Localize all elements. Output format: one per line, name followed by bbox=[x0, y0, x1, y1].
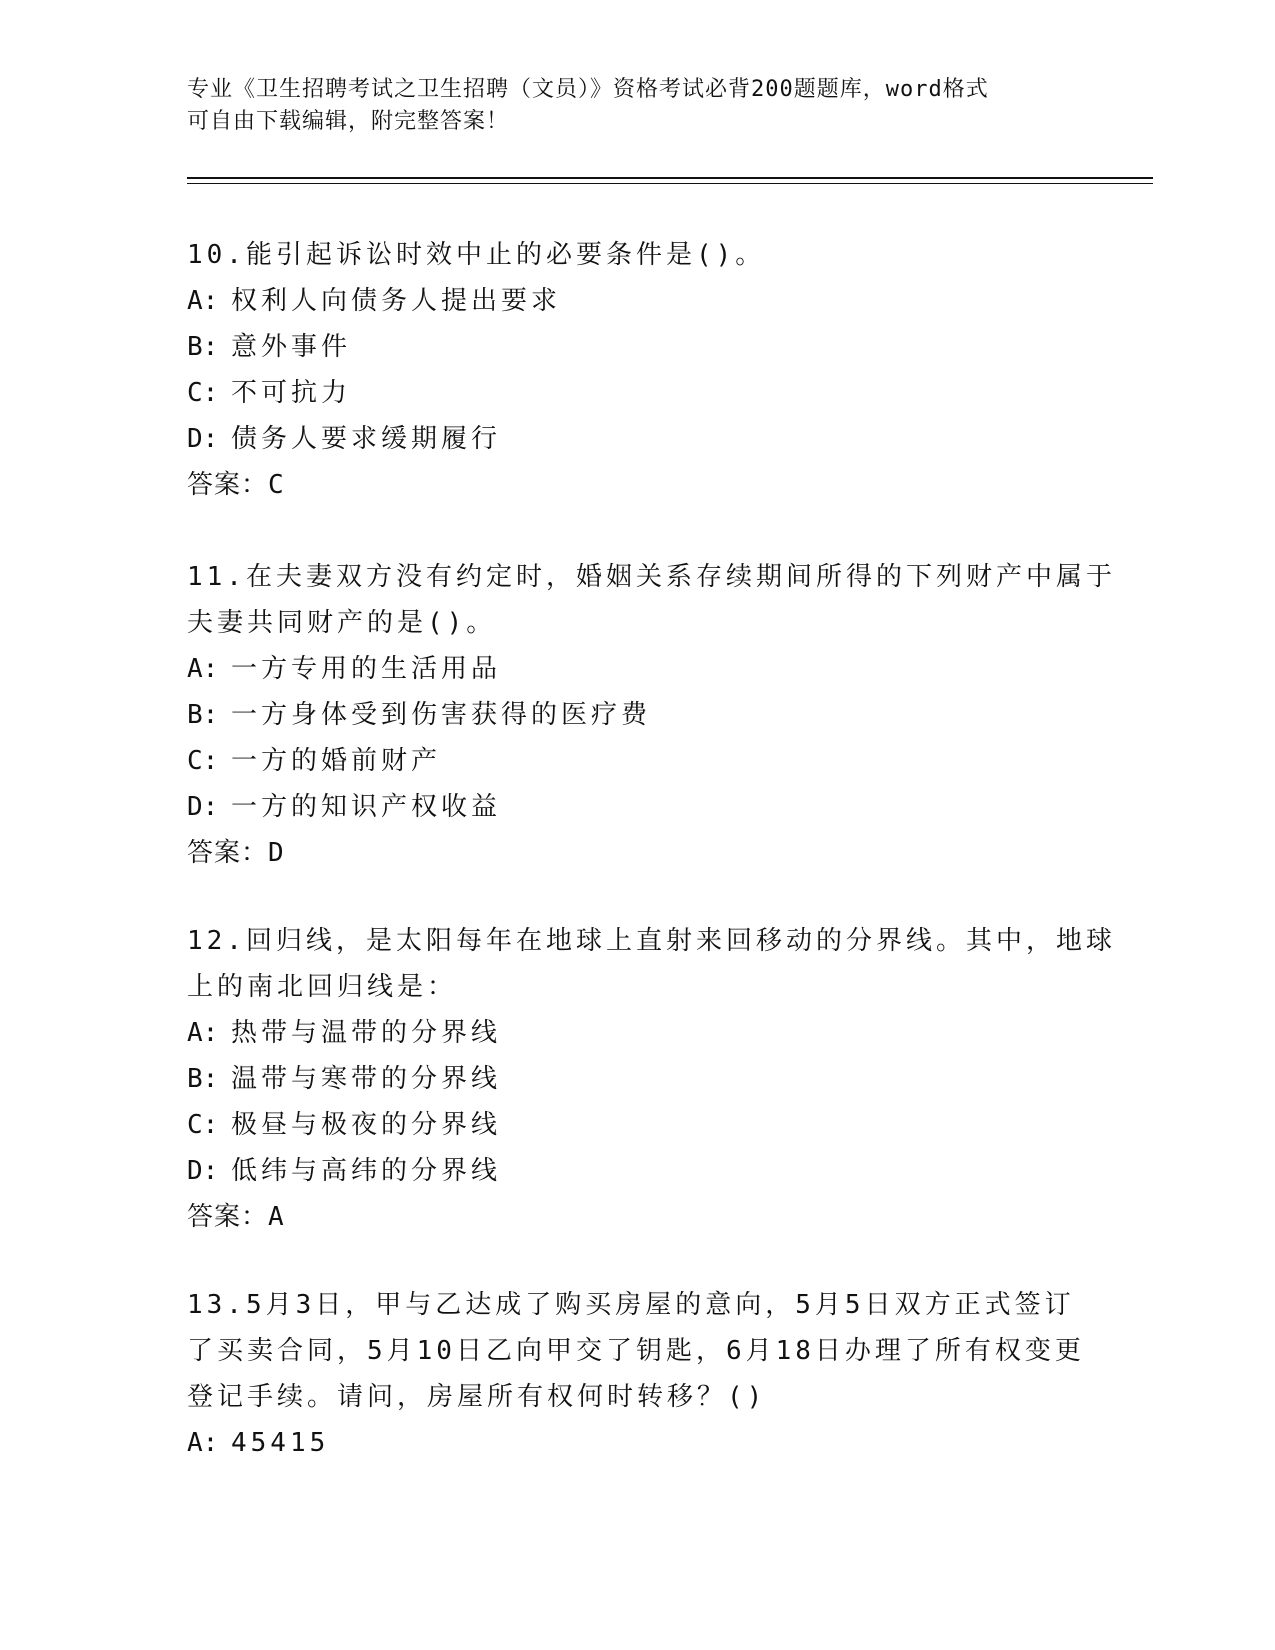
option-d bbox=[187, 1148, 1067, 1194]
option-text: 不可抗力 bbox=[231, 378, 352, 408]
option-prefix: A: bbox=[187, 1018, 219, 1048]
option-d bbox=[187, 416, 1067, 462]
option-prefix: A: bbox=[187, 1428, 219, 1458]
header-line-1: 专业《卫生招聘考试之卫生招聘（文员）》资格考试必背200题题库，word格式 bbox=[187, 77, 989, 102]
header-line-2: 可自由下载编辑，附完整答案！ bbox=[187, 109, 510, 134]
option-prefix: A: bbox=[187, 654, 219, 684]
option-prefix: D: bbox=[187, 424, 219, 454]
question-text: 10.能引起诉讼时效中止的必要条件是()。 bbox=[187, 240, 766, 270]
option-text: 低纬与高纬的分界线 bbox=[231, 1156, 502, 1186]
option-b bbox=[187, 1056, 1067, 1102]
option-a bbox=[187, 1010, 1067, 1056]
question-10 bbox=[187, 232, 1067, 508]
option-d bbox=[187, 784, 1067, 830]
option-prefix: B: bbox=[187, 332, 219, 362]
option-prefix: B: bbox=[187, 1064, 219, 1094]
option-prefix: D: bbox=[187, 792, 219, 822]
question-text: 夫妻共同财产的是()。 bbox=[187, 608, 497, 638]
option-a bbox=[187, 1420, 1067, 1466]
question-12 bbox=[187, 918, 1116, 1240]
option-text: 温带与寒带的分界线 bbox=[231, 1064, 502, 1094]
option-text: 债务人要求缓期履行 bbox=[231, 424, 502, 454]
option-text: 权利人向债务人提出要求 bbox=[231, 286, 562, 316]
option-prefix: C: bbox=[187, 746, 219, 776]
option-text: 极昼与极夜的分界线 bbox=[231, 1110, 502, 1140]
option-prefix: C: bbox=[187, 1110, 219, 1140]
question-11 bbox=[187, 554, 1116, 876]
option-c bbox=[187, 370, 1067, 416]
question-text: 11.在夫妻双方没有约定时，婚姻关系存续期间所得的下列财产中属于 bbox=[187, 562, 1116, 592]
option-text: 一方专用的生活用品 bbox=[231, 654, 502, 684]
option-b bbox=[187, 324, 1067, 370]
option-b bbox=[187, 692, 1067, 738]
option-text: 一方的婚前财产 bbox=[231, 746, 442, 776]
question-13 bbox=[187, 1282, 1085, 1466]
option-text: 一方身体受到伤害获得的医疗费 bbox=[231, 700, 652, 730]
question-text: 上的南北回归线是： bbox=[187, 972, 458, 1002]
option-c bbox=[187, 1102, 1067, 1148]
option-prefix: C: bbox=[187, 378, 219, 408]
answer-line: 答案：C bbox=[187, 470, 285, 500]
question-text: 13.5月3日，甲与乙达成了购买房屋的意向，5月5日双方正式签订 bbox=[187, 1290, 1075, 1320]
option-text: 45415 bbox=[231, 1428, 330, 1458]
option-text: 一方的知识产权收益 bbox=[231, 792, 502, 822]
question-text: 登记手续。请问，房屋所有权何时转移？() bbox=[187, 1382, 767, 1412]
header-divider-thick bbox=[187, 177, 1153, 179]
answer-line: 答案：D bbox=[187, 838, 285, 868]
option-text: 热带与温带的分界线 bbox=[231, 1018, 502, 1048]
header-divider-thin bbox=[187, 183, 1153, 184]
option-prefix: B: bbox=[187, 700, 219, 730]
document-header bbox=[187, 74, 1067, 138]
question-text: 12.回归线，是太阳每年在地球上直射来回移动的分界线。其中，地球 bbox=[187, 926, 1116, 956]
option-a bbox=[187, 646, 1067, 692]
question-text: 了买卖合同，5月10日乙向甲交了钥匙，6月18日办理了所有权变更 bbox=[187, 1336, 1085, 1366]
answer-line: 答案：A bbox=[187, 1202, 285, 1232]
option-a bbox=[187, 278, 1067, 324]
option-c bbox=[187, 738, 1067, 784]
option-prefix: D: bbox=[187, 1156, 219, 1186]
option-text: 意外事件 bbox=[231, 332, 352, 362]
option-prefix: A: bbox=[187, 286, 219, 316]
